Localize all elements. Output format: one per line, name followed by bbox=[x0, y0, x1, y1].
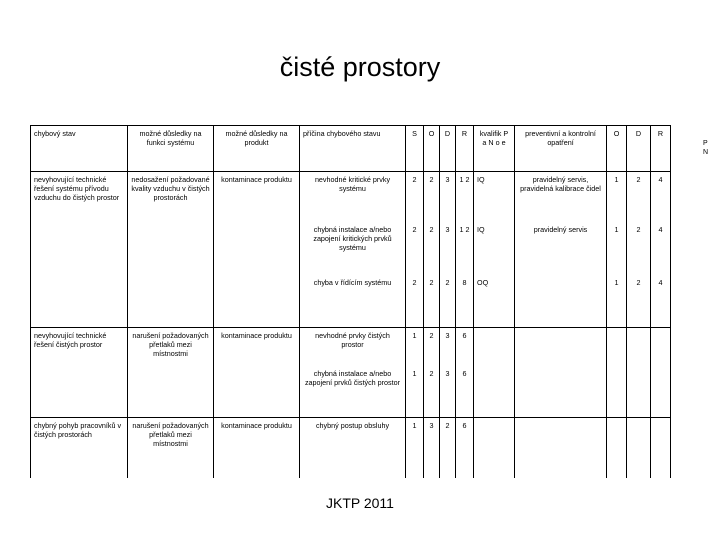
cell-pricina: chybná instalace a/nebo zapojení kritických prvků systému bbox=[300, 222, 406, 275]
cell-d: 3 bbox=[440, 328, 456, 366]
header-d: D bbox=[440, 126, 456, 172]
table-row bbox=[31, 418, 671, 478]
cell-d: 2 bbox=[440, 418, 456, 478]
cell-o-after: 1 bbox=[607, 172, 627, 222]
cell-opatreni bbox=[515, 275, 607, 328]
cell-d-after: 2 bbox=[627, 275, 651, 328]
cell-r-after bbox=[651, 366, 671, 418]
cell-o: 2 bbox=[424, 172, 440, 222]
header-o: O bbox=[424, 126, 440, 172]
slide-title: čisté prostory bbox=[279, 52, 441, 82]
cell-s: 2 bbox=[406, 222, 424, 275]
cell-r-after bbox=[651, 418, 671, 478]
cell-kvalifikace: OQ bbox=[474, 275, 515, 328]
cell-o: 2 bbox=[424, 366, 440, 418]
cell-o-after: 1 bbox=[607, 275, 627, 328]
cell-kvalifikace bbox=[474, 418, 515, 478]
cell-d-after bbox=[627, 418, 651, 478]
cell-o-after bbox=[607, 328, 627, 366]
cell-d-after: 2 bbox=[627, 172, 651, 222]
cell-pricina: nevhodné kritické prvky systému bbox=[300, 172, 406, 222]
cell-d: 3 bbox=[440, 172, 456, 222]
cell-opatreni: pravidelný servis bbox=[515, 222, 607, 275]
fmea-table bbox=[30, 125, 671, 478]
cell-pricina: chybná instalace a/nebo zapojení prvků čistých prostor bbox=[300, 366, 406, 418]
cell-s: 1 bbox=[406, 366, 424, 418]
header-dusledky-funkce: možné důsledky na funkci systému bbox=[128, 126, 214, 172]
table-header-row bbox=[31, 126, 671, 172]
header-d-after: D bbox=[627, 126, 651, 172]
header-r-after: R bbox=[651, 126, 671, 172]
cell-o-after bbox=[607, 418, 627, 478]
cell-s: 1 bbox=[406, 418, 424, 478]
cell-d-after bbox=[627, 328, 651, 366]
cell-r-after: 4 bbox=[651, 275, 671, 328]
cut-off-letter: P bbox=[703, 140, 708, 147]
cell-opatreni: pravidelný servis, pravidelná kalibrace čidel bbox=[515, 172, 607, 222]
cell-dusledky-funkce: nedosažení požadované kvality vzduchu v čistých prostorách bbox=[128, 172, 214, 328]
cell-r: 6 bbox=[456, 366, 474, 418]
cell-d: 3 bbox=[440, 222, 456, 275]
cell-o: 2 bbox=[424, 328, 440, 366]
cell-d-after: 2 bbox=[627, 222, 651, 275]
cell-kvalifikace bbox=[474, 366, 515, 418]
cell-o-after bbox=[607, 366, 627, 418]
cell-dusledky-funkce: narušení požadovaných přetlaků mezi místnostmi bbox=[128, 418, 214, 478]
cell-kvalifikace: IQ bbox=[474, 222, 515, 275]
cell-pricina: chyba v řídícím systému bbox=[300, 275, 406, 328]
header-chybovy-stav: chybový stav bbox=[31, 126, 128, 172]
header-dusledky-produkt: možné důsledky na produkt bbox=[214, 126, 300, 172]
header-o-after: O bbox=[607, 126, 627, 172]
cut-off-letter: N bbox=[703, 149, 709, 156]
cell-s: 2 bbox=[406, 275, 424, 328]
cell-chybovy-stav: nevyhovující technické řešení systému přívodu vzduchu do čistých prostor bbox=[31, 172, 128, 328]
header-r: R bbox=[456, 126, 474, 172]
cell-r: 6 bbox=[456, 328, 474, 366]
cell-d: 2 bbox=[440, 275, 456, 328]
cell-kvalifikace: IQ bbox=[474, 172, 515, 222]
header-s: S bbox=[406, 126, 424, 172]
cell-dusledky-produkt: kontaminace produktu bbox=[214, 328, 300, 418]
cell-r: 6 bbox=[456, 418, 474, 478]
cell-dusledky-funkce: narušení požadovaných přetlaků mezi místnostmi bbox=[128, 328, 214, 418]
cell-dusledky-produkt: kontaminace produktu bbox=[214, 418, 300, 478]
cell-o: 2 bbox=[424, 275, 440, 328]
cell-r: 1 2 bbox=[456, 172, 474, 222]
cell-o: 3 bbox=[424, 418, 440, 478]
header-pricina: příčina chybového stavu bbox=[300, 126, 406, 172]
cell-chybovy-stav: nevyhovující technické řešení čistých prostor bbox=[31, 328, 128, 418]
cell-chybovy-stav: chybný pohyb pracovníků v čistých prostorách bbox=[31, 418, 128, 478]
cell-o: 2 bbox=[424, 222, 440, 275]
slide-footer: JKTP 2011 bbox=[326, 495, 394, 511]
cell-d: 3 bbox=[440, 366, 456, 418]
cell-r-after: 4 bbox=[651, 222, 671, 275]
header-opatreni: preventivní a kontrolní opatření bbox=[515, 126, 607, 172]
table-row bbox=[31, 172, 671, 222]
cell-r-after: 4 bbox=[651, 172, 671, 222]
cell-s: 2 bbox=[406, 172, 424, 222]
cell-opatreni bbox=[515, 328, 607, 366]
cell-o-after: 1 bbox=[607, 222, 627, 275]
cell-opatreni bbox=[515, 366, 607, 418]
cell-kvalifikace bbox=[474, 328, 515, 366]
cell-r: 8 bbox=[456, 275, 474, 328]
cell-opatreni bbox=[515, 418, 607, 478]
cell-r-after bbox=[651, 328, 671, 366]
cell-d-after bbox=[627, 366, 651, 418]
header-kvalifikace: kvalifik P a N o e bbox=[474, 126, 515, 172]
table-row bbox=[31, 328, 671, 366]
cell-r: 1 2 bbox=[456, 222, 474, 275]
cut-off-column-text bbox=[703, 139, 708, 157]
cell-pricina: chybný postup obsluhy bbox=[300, 418, 406, 478]
cell-s: 1 bbox=[406, 328, 424, 366]
cell-dusledky-produkt: kontaminace produktu bbox=[214, 172, 300, 328]
cell-pricina: nevhodné prvky čistých prostor bbox=[300, 328, 406, 366]
